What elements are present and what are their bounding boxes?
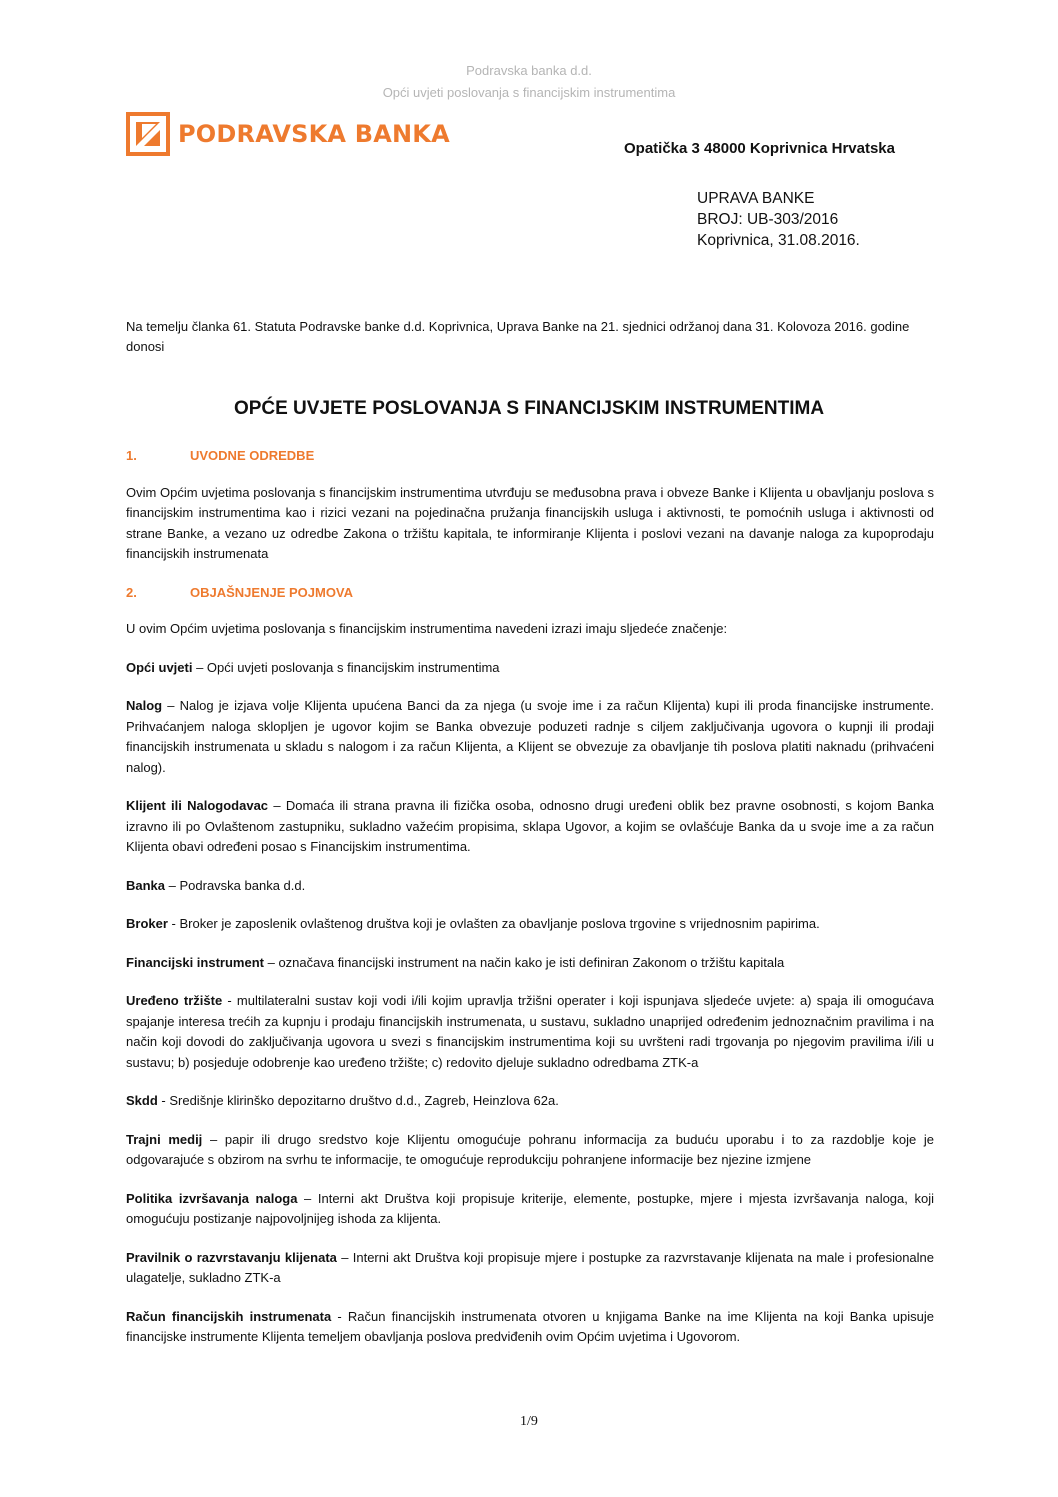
definition xyxy=(126,953,934,974)
section-intro: U ovim Općim uvjetima poslovanja s financijskim instrumentima navedeni izrazi imaju sljedeće značenje: xyxy=(126,621,728,636)
definition xyxy=(126,1189,934,1230)
definition xyxy=(126,991,934,1073)
section-heading xyxy=(126,446,934,467)
definition-text: – Nalog je izjava volje Klijenta upućena Banci da za njega (u svoje ime i za račun Klijenta) kupi ili proda financijske instrumente. Prihvaćanjem naloga sklopljen je ugovor kojim se Banka obvezuje poduzeti radnje s ciljem zaključivanja ugovora o kupnji ili prodaji financijskih instrumenata u skladu s nalogom i za račun Klijenta, a Klijent se obvezuje za obavljanje tih poslova platiti naknadu (prihvaćeni nalog). xyxy=(126,698,934,775)
section-paragraph: Ovim Općim uvjetima poslovanja s financijskim instrumentima utvrđuju se međusobna prava i obveze Banke i Klijenta u obavljanju poslova s financijskim instrumentima kao i rizici vezani na pojedinačna pružanja financijskih usluga i aktivnosti, te pomoćnih usluga i aktivnosti od strane Banke, a vezano uz odredbe Zakona o tržištu kapitala, te informiranje Klijenta i poslovi vezani na davanje naloga za kupoprodaju financijskih instrumenata xyxy=(126,484,934,561)
definition-text: – označava financijski instrument na način kako je isti definiran Zakonom o tržištu kapitala xyxy=(263,954,785,970)
definition-text: - Broker je zaposlenik ovlaštenog društva koji je ovlašten za obavljanje poslova trgovine s vrijednosnim papirima. xyxy=(167,916,820,931)
definition-term: Politika izvršavanja naloga xyxy=(126,1190,298,1206)
definition-text: – Podravska banka d.d. xyxy=(165,877,306,893)
running-header xyxy=(0,60,1058,104)
bank-logo-icon xyxy=(126,112,170,156)
document-date: Koprivnica, 31.08.2016. xyxy=(697,232,860,249)
document-reference xyxy=(697,188,860,251)
document-body xyxy=(126,446,934,1366)
definition xyxy=(126,796,934,858)
definition-term: Skdd xyxy=(126,1093,158,1108)
definition-term: Klijent ili Nalogodavac xyxy=(126,798,269,813)
section-number: 1. xyxy=(126,448,137,463)
definition-term: Pravilnik o razvrstavanju klijenata xyxy=(126,1249,337,1265)
definition-text: - Račun financijskih instrumenata otvoren u knjigama Banke na ime Klijenta na koji Banka upisuje financijske instrumente Klijenta temeljem obavljanja poslova predviđenih ovim Općim uvjetima i Ugovorom. xyxy=(126,1308,934,1344)
definition-term: Banka xyxy=(126,877,166,893)
definition xyxy=(126,658,934,679)
section-title: OBJAŠNJENJE POJMOVA xyxy=(190,584,354,600)
definition-text: – papir ili drugo sredstvo koje Klijentu omogućuje pohranu informacija za buduću uporabu i to za razdoblje koje je odgovarajuće s obzirom na svrhu te informacije, te omogućuje reprodukciju pohranjene informacije bez njezine izmjene xyxy=(126,1131,934,1167)
definition xyxy=(126,1130,934,1171)
section-title: UVODNE ODREDBE xyxy=(190,448,315,463)
definition-text: – Domaća ili strana pravna ili fizička osoba, odnosno drugi uređeni oblik bez pravne osobnosti, s kojom Banka izravno ili po Ovlaštenom zastupniku, sukladno važećim propisima, sklapa Ugovor, a kojim se ovlašćuje Banka da u svoje ime a za račun Klijenta obavi određeni posao s Financijskim instrumentima. xyxy=(126,798,934,854)
bank-logo-text: PODRAVSKA BANKA xyxy=(178,120,450,148)
preamble: Na temelju članka 61. Statuta Podravske banke d.d. Koprivnica, Uprava Banke na 21. sjednici održanoj dana 31. Kolovoza 2016. godine donosi xyxy=(126,319,910,354)
section-heading xyxy=(126,583,934,604)
definition-term: Uređeno tržište xyxy=(126,993,223,1008)
definition-text: – Interni akt Društva koji propisuje kriterije, elemente, postupke, mjere i mjesta izvršavanja naloga, koji omogućuju postizanje najpovoljnijeg ishoda za klijenta. xyxy=(126,1190,934,1226)
definition-term: Opći uvjeti xyxy=(126,659,193,675)
section-number: 2. xyxy=(126,584,137,600)
definition-text: – Interni akt Društva koji propisuje mjere i postupke za razvrstavanje klijenata na male i profesionalne ulagatelje, sukladno ZTK-a xyxy=(126,1249,935,1285)
definition xyxy=(126,1307,934,1348)
definition-term: Trajni medij xyxy=(126,1131,203,1147)
page-number: 1/9 xyxy=(520,1414,538,1429)
definition-term: Račun financijskih instrumenata xyxy=(126,1308,332,1324)
definition-text: - multilateralni sustav koji vodi i/ili kojim upravlja tržišni operater i koji ispunjava sljedeće uvjete: a) spaja ili omogućava spajanje interesa trećih za kupnju i prodaju financijskih instrumenata, u sustavu, sukladno unaprijed određenim jednoznačnim pravilima i na način koji dovodi do zaključivanja ugovora u svezi s financijskim instrumentima koji su uvršteni radi trgovanja po njegovim pravilima i/ili u sustavu; b) posjeduje odobrenje kao uređeno tržište; c) redovito djeluje sukladno odredbama ZTK-a xyxy=(126,993,934,1070)
definition-term: Nalog xyxy=(126,698,163,713)
definition xyxy=(126,1248,934,1289)
header-bank-name: Podravska banka d.d. xyxy=(466,63,592,78)
definition xyxy=(126,876,934,897)
definition xyxy=(126,696,934,778)
bank-address: Opatička 3 48000 Koprivnica Hrvatska xyxy=(624,140,895,157)
definition-text: – Opći uvjeti poslovanja s financijskim instrumentima xyxy=(192,659,500,675)
definition xyxy=(126,914,934,935)
board-label: UPRAVA BANKE xyxy=(697,190,815,207)
definition xyxy=(126,1091,934,1112)
bank-logo xyxy=(126,112,450,156)
header-document-name: Opći uvjeti poslovanja s financijskim instrumentima xyxy=(382,85,676,100)
definition-text: - Središnje klirinško depozitarno društvo d.d., Zagreb, Heinzlova 62a. xyxy=(157,1093,559,1108)
document-title: OPĆE UVJETE POSLOVANJA S FINANCIJSKIM INSTRUMENTIMA xyxy=(233,398,825,419)
definition-term: Financijski instrument xyxy=(126,954,264,970)
definition-term: Broker xyxy=(126,916,168,931)
document-number: BROJ: UB-303/2016 xyxy=(697,211,839,228)
